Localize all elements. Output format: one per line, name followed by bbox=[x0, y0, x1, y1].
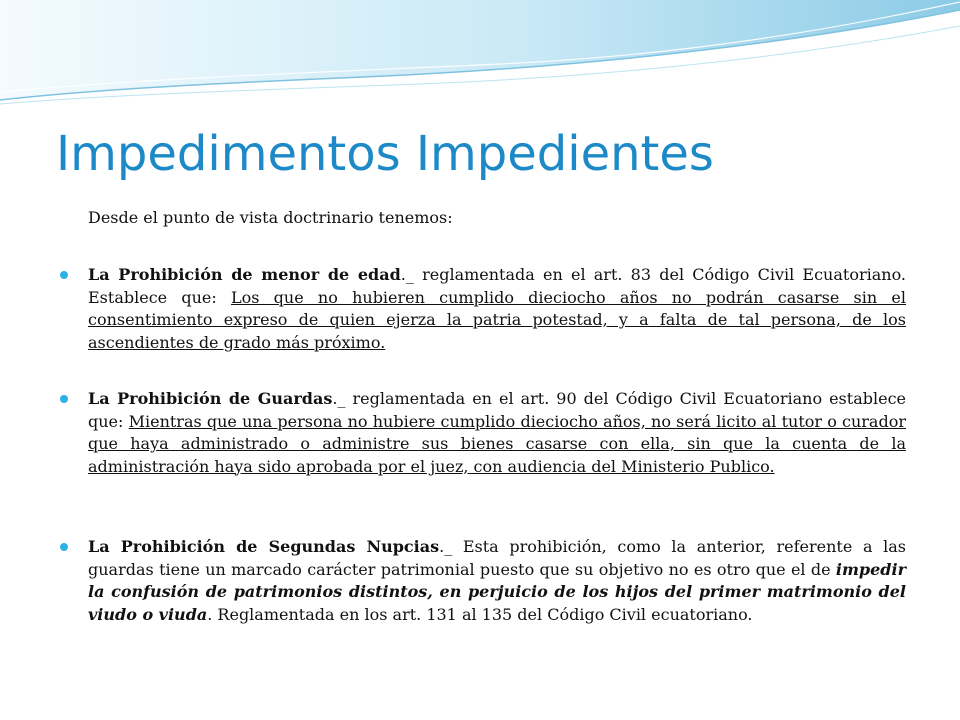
bullet-lead: La Prohibición de menor de edad bbox=[88, 265, 401, 284]
bullet-text bbox=[88, 536, 906, 626]
bullet-body: ._ reglamentada en el art. 83 del Código Civil Ecuatoriano. Establece que: bbox=[88, 265, 907, 307]
bullet-quote: Los que no hubieren cumplido dieciocho años no podrán casarse sin el consentimiento expreso de quien ejerza la patria potestad, y a falta de tal persona, de los ascendientes de grado más próximo. bbox=[88, 287, 907, 352]
bullet-text bbox=[88, 388, 906, 478]
bullet-emphasis: impedir la confusión de patrimonios distintos, en perjuicio de los hijos del primer matrimonio del viudo o viuda bbox=[88, 559, 906, 624]
bullet-dot-icon bbox=[60, 395, 68, 403]
bullet-item-segundas-nupcias bbox=[60, 536, 906, 626]
bullet-lead: La Prohibición de Guardas bbox=[88, 389, 333, 408]
bullet-quote: Mientras que una persona no hubiere cumplido dieciocho años, no será licito al tutor o curador que haya administrado o administre sus bienes casarse con ella, sin que la cuenta de la administración haya sido aprobada por el juez, con audiencia del Ministerio Publico. bbox=[88, 411, 906, 476]
bullet-lead: La Prohibición de Segundas Nupcias bbox=[88, 537, 440, 556]
intro-text: Desde el punto de vista doctrinario tenemos: bbox=[88, 208, 453, 227]
header-wave-decoration bbox=[0, 0, 960, 110]
bullet-item-menor-de-edad bbox=[60, 264, 906, 354]
bullet-body-end: . Reglamentada en los art. 131 al 135 del Código Civil ecuatoriano. bbox=[207, 604, 753, 624]
bullet-item-guardas bbox=[60, 388, 906, 478]
bullet-body: ._ Esta prohibición, como la anterior, referente a las guardas tiene un marcado carácter patrimonial puesto que su objetivo no es otro que el de bbox=[88, 537, 906, 579]
bullet-text bbox=[88, 264, 906, 354]
bullet-body: ._ reglamentada en el art. 90 del Código Civil Ecuatoriano establece que: bbox=[88, 389, 906, 431]
bullet-dot-icon bbox=[60, 271, 68, 279]
bullet-dot-icon bbox=[60, 543, 68, 551]
slide-title: Impedimentos Impedientes bbox=[56, 126, 714, 182]
